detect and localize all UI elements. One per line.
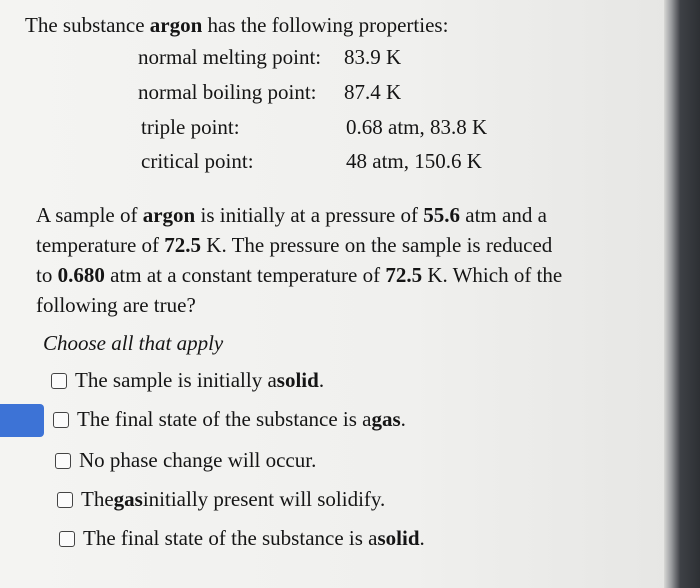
selection-marker — [0, 404, 44, 437]
question-line-2: temperature of 72.5 K. The pressure on the sample is reduced — [36, 233, 553, 257]
critical-point-value: 48 atm, 150.6 K — [346, 149, 482, 173]
triple-point-label: triple point: — [141, 115, 240, 139]
checkbox[interactable] — [59, 531, 75, 547]
question-paragraph — [36, 200, 636, 320]
melting-point-label: normal melting point: — [138, 45, 322, 69]
question-line-4: following are true? — [36, 293, 196, 317]
checkbox[interactable] — [55, 453, 71, 469]
boiling-point-value: 87.4 K — [344, 80, 402, 104]
triple-point-value: 0.68 atm, 83.8 K — [346, 115, 488, 139]
option-gas-solidify[interactable]: The gas initially present will solidify. — [57, 487, 385, 512]
critical-point-label: critical point: — [141, 149, 254, 173]
melting-point-value: 83.9 K — [344, 45, 402, 69]
choose-all-label: Choose all that apply — [43, 331, 224, 355]
option-initially-solid[interactable]: The sample is initially a solid . — [51, 368, 324, 393]
screen-edge — [664, 0, 700, 588]
checkbox[interactable] — [51, 373, 67, 389]
option-no-phase-change[interactable]: No phase change will occur. — [55, 448, 316, 473]
boiling-point-label: normal boiling point: — [138, 80, 317, 104]
checkbox[interactable] — [53, 412, 69, 428]
intro-prefix: The substance — [25, 13, 150, 37]
checkbox[interactable] — [57, 492, 73, 508]
option-final-gas[interactable]: The final state of the substance is a gas . — [53, 407, 406, 432]
option-final-solid[interactable]: The final state of the substance is a solid . — [59, 526, 425, 551]
intro-suffix: has the following properties: — [202, 13, 449, 37]
intro-text — [25, 13, 448, 37]
question-line-1: A sample of argon is initially at a pressure of 55.6 atm and a — [36, 203, 547, 227]
question-line-3: to 0.680 atm at a constant temperature of 72.5 K. Which of the — [36, 263, 563, 287]
intro-substance: argon — [149, 13, 203, 37]
